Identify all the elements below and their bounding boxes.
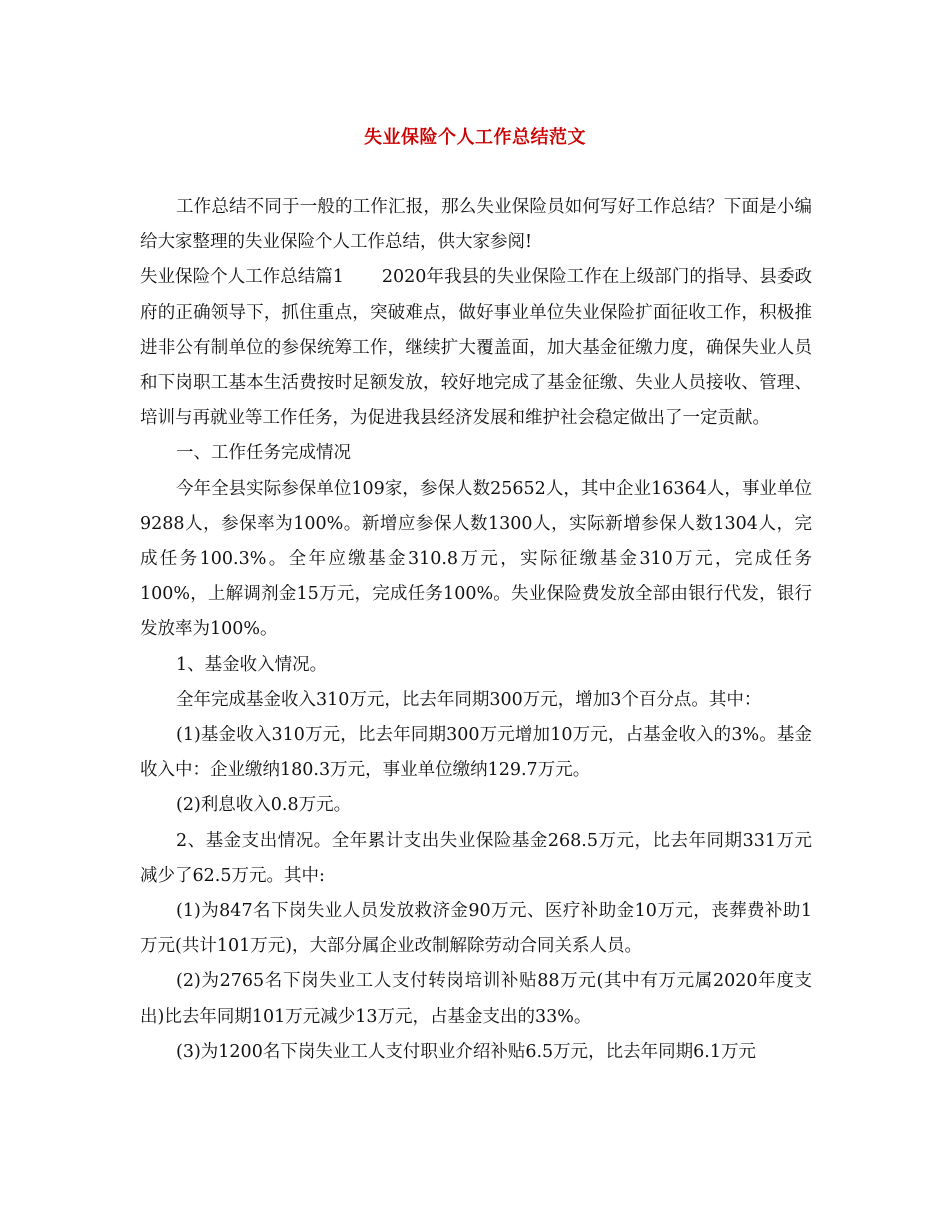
- document-title: 失业保险个人工作总结范文: [364, 127, 586, 148]
- section-label: 失业保险个人工作总结篇1: [140, 267, 344, 288]
- paragraph-fund-income-1: (1)基金收入310万元，比去年同期300万元增加10万元，占基金收入的3%。基金收入中：企业缴纳180.3万元，事业单位缴纳129.7万元。: [140, 725, 812, 781]
- paragraph-fund-expense-2: (2)为2765名下岗失业工人支付转岗培训补贴88万元(其中有万元属2020年度支出)比去年同期101万元减少13万元，占基金支出的33%。: [140, 971, 812, 1027]
- heading-task-completion: 一、工作任务完成情况: [176, 443, 351, 464]
- heading-fund-income: 1、基金收入情况。: [176, 654, 328, 675]
- paragraph-fund-income-2: (2)利息收入0.8万元。: [176, 795, 352, 816]
- paragraph-fund-expense-3: (3)为1200名下岗失业工人支付职业介绍补贴6.5万元，比去年同期6.1万元: [176, 1041, 756, 1062]
- paragraph-fund-expense: 2、基金支出情况。全年累计支出失业保险基金268.5万元，比去年同期331万元减少了62.5万元。其中:: [140, 830, 812, 886]
- paragraph-fund-income-total: 全年完成基金收入310万元，比去年同期300万元，增加3个百分点。其中：: [176, 689, 762, 710]
- intro-paragraph: 工作总结不同于一般的工作汇报，那么失业保险员如何写好工作总结？下面是小编给大家整理的失业保险个人工作总结，供大家参阅!: [140, 197, 812, 253]
- document-body: [140, 190, 812, 1070]
- section-text: 2020年我县的失业保险工作在上级部门的指导、县委政府的正确领导下，抓住重点，突破难点，做好事业单位失业保险扩面征收工作，积极推进非公有制单位的参保统筹工作，继续扩大覆盖面，加大基金征缴力度，确保失业人员和下岗职工基本生活费按时足额发放，较好地完成了基金征缴、失业人员接收、管理、培训与再就业等工作任务，为促进我县经济发展和维护社会稳定做出了一定贡献。: [140, 267, 812, 429]
- paragraph-participation: 今年全县实际参保单位109家，参保人数25652人，其中企业16364人，事业单位9288人，参保率为100%。新增应参保人数1300人，实际新增参保人数1304人，完成任务100.3%。全年应缴基金310.8万元，实际征缴基金310万元，完成任务100%，上解调剂金15万元，完成任务100%。失业保险费发放全部由银行代发，银行发放率为100%。: [140, 478, 812, 640]
- paragraph-fund-expense-1: (1)为847名下岗失业人员发放救济金90万元、医疗补助金10万元，丧葬费补助1万元(共计101万元)，大部分属企业改制解除劳动合同关系人员。: [140, 901, 812, 957]
- section-paragraph: [140, 260, 812, 436]
